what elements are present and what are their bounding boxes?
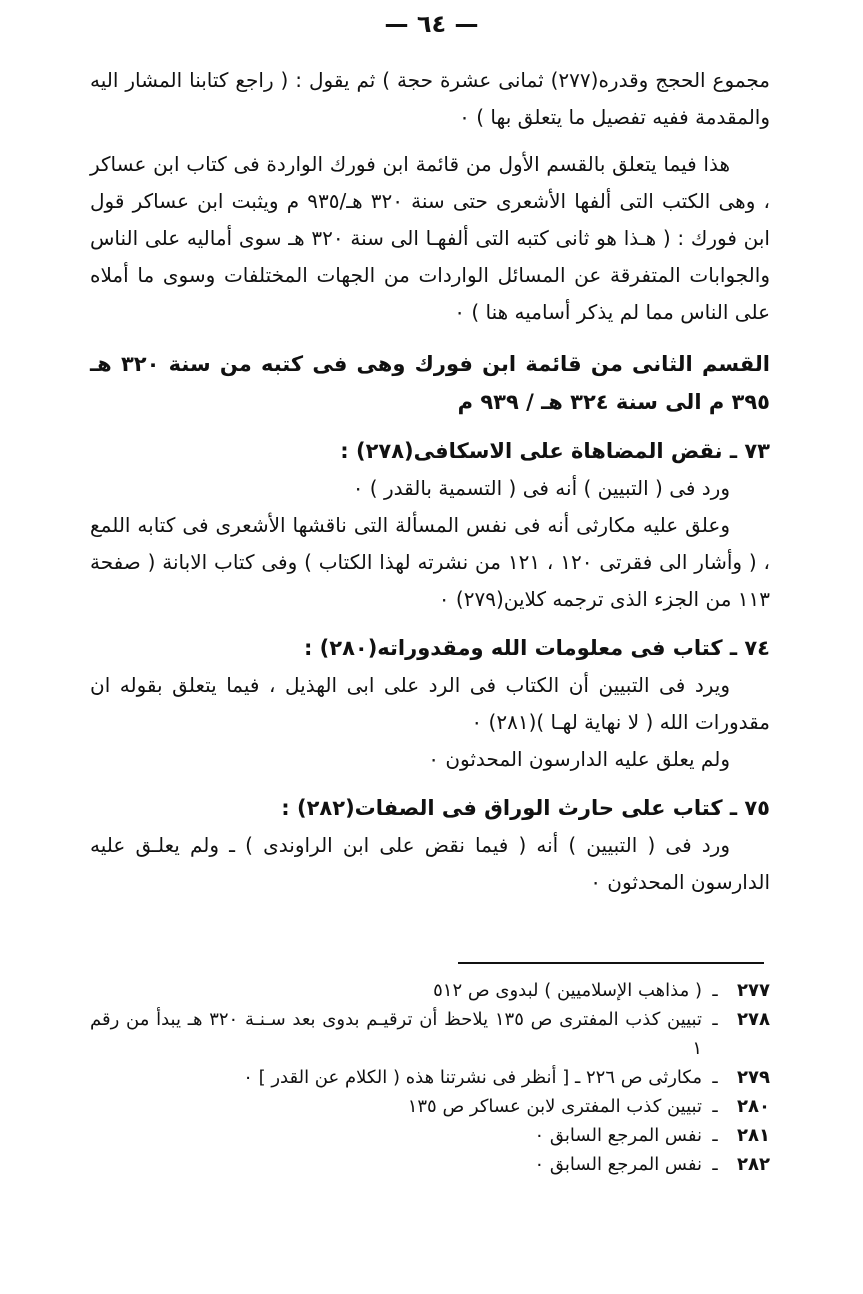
footnote-text: تبيين كذب المفترى لابن عساكر ص ١٣٥ bbox=[407, 1096, 702, 1117]
footnote bbox=[90, 976, 770, 1005]
footnote-text: نفس المرجع السابق ٠ bbox=[534, 1125, 702, 1146]
footnote-text: تبيين كذب المفترى ص ١٣٥ يلاحظ أن ترقيـم بدوى بعد سـنـة ٣٢٠ هـ يبدأ من رقم ١ bbox=[90, 1009, 702, 1059]
item-75-paragraph: ورد فى ( التبيين ) أنه ( فيما نقض على ابن الراوندى ) ـ ولم يعلـق عليه الدارسون المحدثون ٠ bbox=[90, 833, 770, 894]
footnote-dash: ـ bbox=[712, 1125, 718, 1146]
footnote bbox=[90, 1063, 770, 1092]
item-74-paragraph: ولم يعلق عليه الدارسون المحدثون ٠ bbox=[428, 747, 730, 771]
footnotes bbox=[90, 976, 770, 1179]
item-73-paragraph: وعلق عليه مكارثى أنه فى نفس المسألة التى ناقشها الأشعرى فى كتابه اللمع ، ( وأشار الى فقرتى ١٢٠ ، ١٢١ من نشرته لهذا الكتاب ) وفى كتاب الابانة ( صفحة ١١٣ من الجزء الذى ترجمه كلاين(٢٧٩) ٠ bbox=[90, 513, 771, 611]
main-text bbox=[90, 62, 770, 901]
footnote-number: ٢٧٨ bbox=[737, 1009, 770, 1030]
paragraph-section-one-summary: هذا فيما يتعلق بالقسم الأول من قائمة ابن فورك الواردة فى كتاب ابن عساكر ، وهى الكتب التى ألفها الأشعرى حتى سنة ٣٢٠ هـ/٩٣٥ م ويثبت ابن عساكر قول ابن فورك : ( هـذا هو ثانى كتبه التى ألفهـا الى سنة ٣٢٠ هـ سوى أماليه على الناس والجوابات المتفرقة عن المسائل الواردات من الجهات المختلفات وسوى ما أملاه على الناس مما لم يذكر أساميه هنا ) ٠ bbox=[90, 152, 770, 324]
footnote-number: ٢٧٧ bbox=[737, 980, 770, 1001]
page-number: — ٦٤ — bbox=[384, 10, 479, 38]
footnote bbox=[90, 1121, 770, 1150]
footnote-dash: ـ bbox=[712, 1154, 718, 1175]
item-75-title: ٧٥ ـ كتاب على حارث الوراق فى الصفات(٢٨٢) : bbox=[281, 796, 770, 820]
footnote-text: ( مذاهب الإسلاميين ) لبدوى ص ٥١٢ bbox=[433, 980, 702, 1001]
item-73-paragraph: ورد فى ( التبيين ) أنه فى ( التسمية بالقدر ) ٠ bbox=[352, 476, 730, 500]
section-heading: القسم الثانى من قائمة ابن فورك وهى فى كتبه من سنة ٣٢٠ هـ ٣٩٥ م الى سنة ٣٢٤ هـ / ٩٣٩ م bbox=[90, 352, 770, 414]
footnote-number: ٢٨١ bbox=[737, 1125, 770, 1146]
footnote-text: مكارثى ص ٢٢٦ ـ [ أنظر فى نشرتنا هذه ( الكلام عن القدر ] ٠ bbox=[243, 1067, 702, 1088]
item-74-paragraph: ويرد فى التبيين أن الكتاب فى الرد على ابى الهذيل ، فيما يتعلق بقوله ان مقدورات الله ( لا نهاية لهـا )(٢٨١) ٠ bbox=[90, 673, 770, 734]
footnote-dash: ـ bbox=[712, 1096, 718, 1117]
footnote-number: ٢٧٩ bbox=[737, 1067, 770, 1088]
footnote bbox=[90, 1092, 770, 1121]
footnote bbox=[90, 1150, 770, 1179]
footnote-text: نفس المرجع السابق ٠ bbox=[534, 1154, 702, 1175]
footnote bbox=[90, 1005, 770, 1063]
footnote-dash: ـ bbox=[712, 1067, 718, 1088]
footnote-dash: ـ bbox=[712, 980, 718, 1001]
item-74-title: ٧٤ ـ كتاب فى معلومات الله ومقدوراته(٢٨٠) : bbox=[303, 636, 770, 660]
footnote-number: ٢٨٢ bbox=[737, 1154, 770, 1175]
footnote-number: ٢٨٠ bbox=[737, 1096, 770, 1117]
item-73-title: ٧٣ ـ نقض المضاهاة على الاسكافى(٢٧٨) : bbox=[340, 439, 770, 463]
footnote-divider bbox=[458, 962, 764, 964]
paragraph-intro: مجموع الحجج وقدره(٢٧٧) ثمانى عشرة حجة ) ثم يقول : ( راجع كتابنا المشار اليه والمقدمة ففيه تفصيل ما يتعلق بها ) ٠ bbox=[90, 68, 771, 129]
footnote-dash: ـ bbox=[712, 1009, 718, 1030]
